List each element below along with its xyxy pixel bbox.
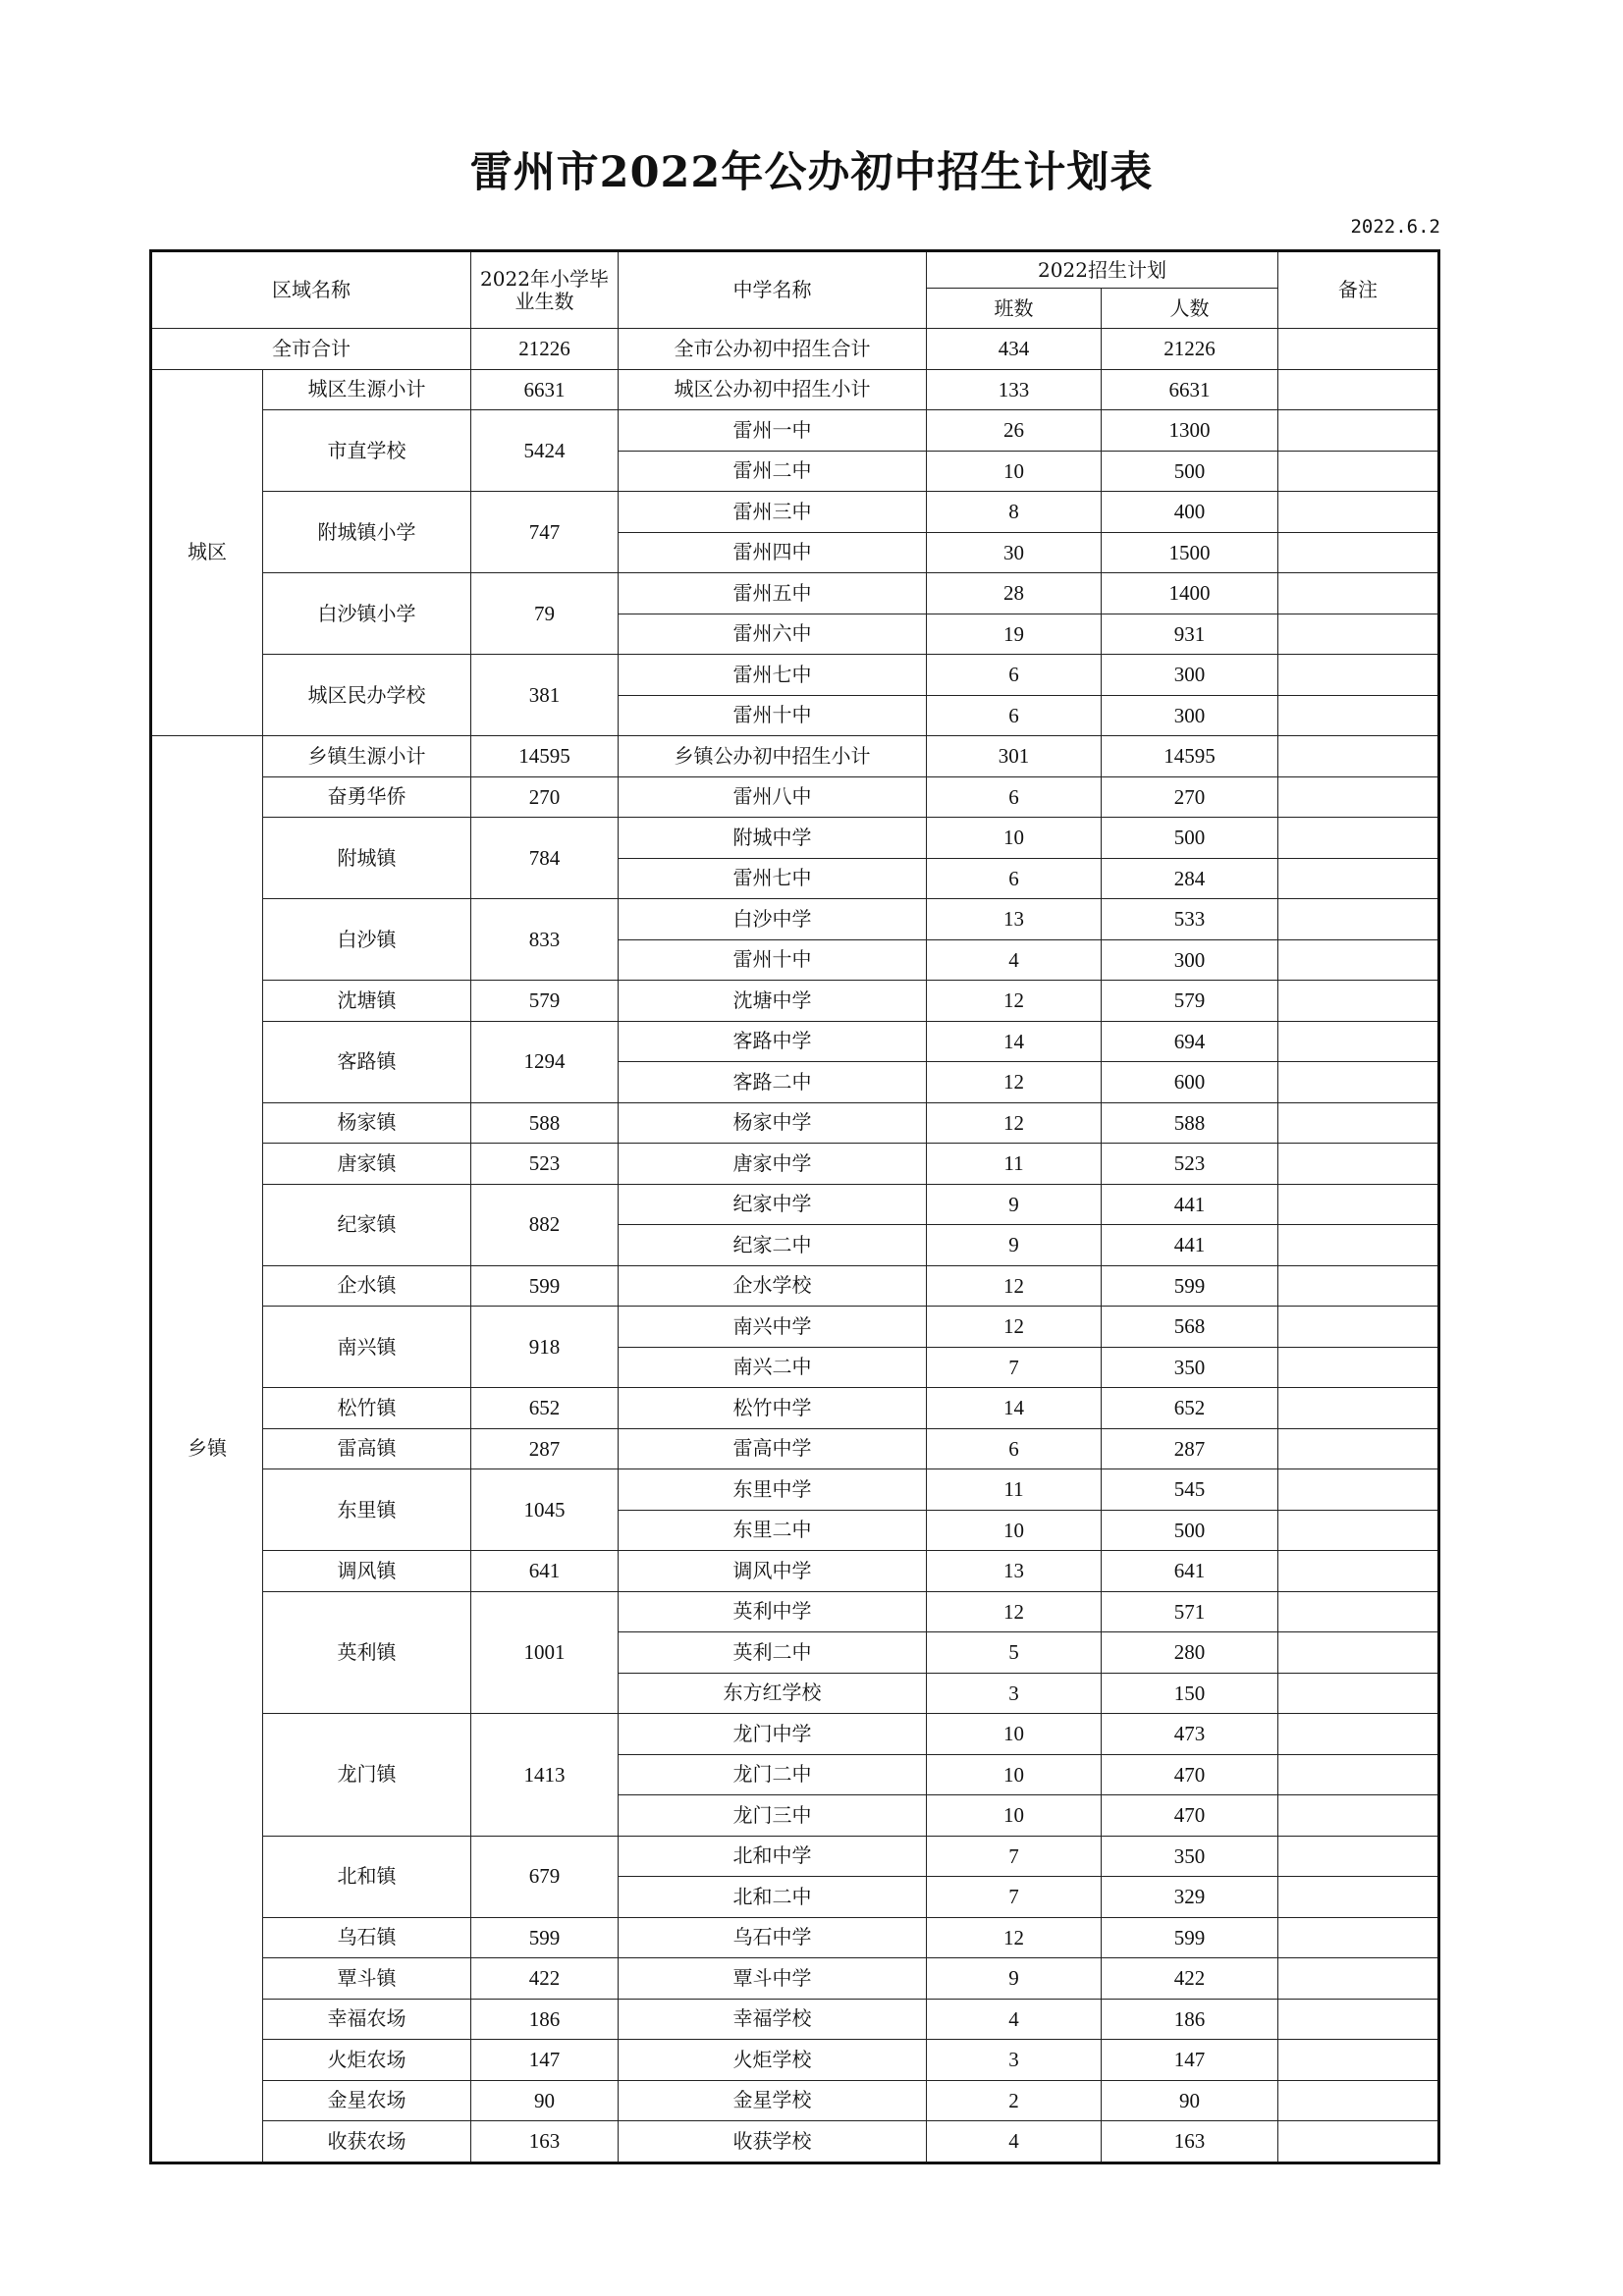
school-name: 雷州四中 bbox=[619, 532, 927, 573]
school-name: 金星学校 bbox=[619, 2080, 927, 2121]
table-row bbox=[151, 1102, 1439, 1144]
class-count: 6 bbox=[927, 1428, 1102, 1469]
note-cell bbox=[1278, 818, 1439, 859]
subtotal-row bbox=[151, 369, 1439, 410]
note-cell bbox=[1278, 1632, 1439, 1674]
school-name: 纪家二中 bbox=[619, 1225, 927, 1266]
graduates-count: 599 bbox=[471, 1917, 619, 1958]
graduates-count: 287 bbox=[471, 1428, 619, 1469]
note-cell bbox=[1278, 573, 1439, 614]
student-count: 568 bbox=[1102, 1307, 1278, 1348]
class-count: 11 bbox=[927, 1144, 1102, 1185]
school-name: 雷州八中 bbox=[619, 776, 927, 818]
table-row bbox=[151, 2040, 1439, 2081]
school-name: 南兴二中 bbox=[619, 1347, 927, 1388]
class-count: 9 bbox=[927, 1184, 1102, 1225]
student-count: 300 bbox=[1102, 695, 1278, 736]
graduates-count: 679 bbox=[471, 1836, 619, 1917]
school-name: 雷高中学 bbox=[619, 1428, 927, 1469]
source-area: 纪家镇 bbox=[263, 1184, 471, 1265]
table-row bbox=[151, 981, 1439, 1022]
class-count: 12 bbox=[927, 1591, 1102, 1632]
student-count: 473 bbox=[1102, 1714, 1278, 1755]
school-name: 调风中学 bbox=[619, 1551, 927, 1592]
note-cell bbox=[1278, 1265, 1439, 1307]
class-count: 12 bbox=[927, 1265, 1102, 1307]
table-row bbox=[151, 1144, 1439, 1185]
table-row bbox=[151, 1265, 1439, 1307]
class-count: 9 bbox=[927, 1958, 1102, 2000]
student-count: 287 bbox=[1102, 1428, 1278, 1469]
student-count: 500 bbox=[1102, 1510, 1278, 1551]
student-count: 931 bbox=[1102, 614, 1278, 655]
header-region: 区域名称 bbox=[151, 251, 471, 329]
student-count: 350 bbox=[1102, 1347, 1278, 1388]
total-classes: 434 bbox=[927, 329, 1102, 370]
class-count: 2 bbox=[927, 2080, 1102, 2121]
note-cell bbox=[1278, 858, 1439, 899]
subtotal-students: 14595 bbox=[1102, 736, 1278, 777]
header-graduates: 2022年小学毕业生数 bbox=[471, 251, 619, 329]
class-count: 3 bbox=[927, 2040, 1102, 2081]
class-count: 10 bbox=[927, 1754, 1102, 1795]
graduates-count: 1001 bbox=[471, 1591, 619, 1714]
source-area: 杨家镇 bbox=[263, 1102, 471, 1144]
note-cell bbox=[1278, 899, 1439, 940]
school-name: 英利中学 bbox=[619, 1591, 927, 1632]
table-row bbox=[151, 1836, 1439, 1877]
student-count: 1400 bbox=[1102, 573, 1278, 614]
header-school: 中学名称 bbox=[619, 251, 927, 329]
school-name: 雷州三中 bbox=[619, 492, 927, 533]
note-cell bbox=[1278, 1347, 1439, 1388]
table-row bbox=[151, 1714, 1439, 1755]
class-count: 4 bbox=[927, 939, 1102, 981]
school-name: 客路二中 bbox=[619, 1062, 927, 1103]
graduates-count: 79 bbox=[471, 573, 619, 655]
class-count: 12 bbox=[927, 1062, 1102, 1103]
source-area: 市直学校 bbox=[263, 410, 471, 492]
table-row bbox=[151, 573, 1439, 614]
note-cell bbox=[1278, 776, 1439, 818]
class-count: 30 bbox=[927, 532, 1102, 573]
school-name: 覃斗中学 bbox=[619, 1958, 927, 2000]
table-row bbox=[151, 899, 1439, 940]
note-cell bbox=[1278, 1877, 1439, 1918]
subtotal-classes: 301 bbox=[927, 736, 1102, 777]
note-cell bbox=[1278, 1021, 1439, 1062]
school-name: 雷州六中 bbox=[619, 614, 927, 655]
subtotal-school: 城区公办初中招生小计 bbox=[619, 369, 927, 410]
table-row bbox=[151, 492, 1439, 533]
class-count: 10 bbox=[927, 1714, 1102, 1755]
student-count: 571 bbox=[1102, 1591, 1278, 1632]
note-cell bbox=[1278, 1673, 1439, 1714]
header-plan: 2022招生计划 bbox=[927, 251, 1278, 289]
note-cell bbox=[1278, 1917, 1439, 1958]
header-row bbox=[151, 251, 1439, 289]
student-count: 329 bbox=[1102, 1877, 1278, 1918]
graduates-count: 599 bbox=[471, 1265, 619, 1307]
school-name: 南兴中学 bbox=[619, 1307, 927, 1348]
graduates-count: 1294 bbox=[471, 1021, 619, 1102]
note-cell bbox=[1278, 1102, 1439, 1144]
graduates-count: 833 bbox=[471, 899, 619, 981]
school-name: 英利二中 bbox=[619, 1632, 927, 1674]
class-count: 14 bbox=[927, 1021, 1102, 1062]
school-name: 雷州七中 bbox=[619, 858, 927, 899]
table-row bbox=[151, 1469, 1439, 1511]
student-count: 284 bbox=[1102, 858, 1278, 899]
class-count: 10 bbox=[927, 451, 1102, 492]
table-row bbox=[151, 1428, 1439, 1469]
school-name: 雷州一中 bbox=[619, 410, 927, 452]
note-cell bbox=[1278, 1144, 1439, 1185]
note-cell bbox=[1278, 451, 1439, 492]
graduates-count: 784 bbox=[471, 818, 619, 899]
student-count: 300 bbox=[1102, 655, 1278, 696]
source-area: 金星农场 bbox=[263, 2080, 471, 2121]
school-name: 东方红学校 bbox=[619, 1673, 927, 1714]
table-row bbox=[151, 1917, 1439, 1958]
graduates-count: 641 bbox=[471, 1551, 619, 1592]
source-area: 雷高镇 bbox=[263, 1428, 471, 1469]
school-name: 纪家中学 bbox=[619, 1184, 927, 1225]
source-area: 城区民办学校 bbox=[263, 655, 471, 736]
note-cell bbox=[1278, 369, 1439, 410]
school-name: 龙门二中 bbox=[619, 1754, 927, 1795]
school-name: 雷州十中 bbox=[619, 939, 927, 981]
note-cell bbox=[1278, 1836, 1439, 1877]
student-count: 523 bbox=[1102, 1144, 1278, 1185]
source-area: 龙门镇 bbox=[263, 1714, 471, 1837]
source-area: 客路镇 bbox=[263, 1021, 471, 1102]
source-area: 英利镇 bbox=[263, 1591, 471, 1714]
student-count: 300 bbox=[1102, 939, 1278, 981]
class-count: 8 bbox=[927, 492, 1102, 533]
note-cell bbox=[1278, 1510, 1439, 1551]
table-row bbox=[151, 1958, 1439, 2000]
school-name: 附城中学 bbox=[619, 818, 927, 859]
class-count: 19 bbox=[927, 614, 1102, 655]
school-name: 幸福学校 bbox=[619, 1999, 927, 2040]
header-students: 人数 bbox=[1102, 289, 1278, 329]
note-cell bbox=[1278, 2040, 1439, 2081]
region-label: 城区 bbox=[151, 369, 263, 736]
note-cell bbox=[1278, 655, 1439, 696]
graduates-count: 186 bbox=[471, 1999, 619, 2040]
graduates-count: 588 bbox=[471, 1102, 619, 1144]
class-count: 13 bbox=[927, 899, 1102, 940]
table-row bbox=[151, 818, 1439, 859]
student-count: 470 bbox=[1102, 1754, 1278, 1795]
source-area: 附城镇 bbox=[263, 818, 471, 899]
graduates-count: 747 bbox=[471, 492, 619, 573]
subtotal-school: 乡镇公办初中招生小计 bbox=[619, 736, 927, 777]
school-name: 客路中学 bbox=[619, 1021, 927, 1062]
student-count: 400 bbox=[1102, 492, 1278, 533]
class-count: 6 bbox=[927, 858, 1102, 899]
student-count: 652 bbox=[1102, 1388, 1278, 1429]
student-count: 163 bbox=[1102, 2121, 1278, 2163]
note-cell bbox=[1278, 532, 1439, 573]
source-area: 南兴镇 bbox=[263, 1307, 471, 1388]
source-area: 调风镇 bbox=[263, 1551, 471, 1592]
class-count: 14 bbox=[927, 1388, 1102, 1429]
document-date: 2022.6.2 bbox=[1350, 216, 1440, 238]
table-row bbox=[151, 1591, 1439, 1632]
graduates-count: 381 bbox=[471, 655, 619, 736]
student-count: 270 bbox=[1102, 776, 1278, 818]
student-count: 350 bbox=[1102, 1836, 1278, 1877]
class-count: 6 bbox=[927, 695, 1102, 736]
note-cell bbox=[1278, 1184, 1439, 1225]
source-area: 北和镇 bbox=[263, 1836, 471, 1917]
class-count: 5 bbox=[927, 1632, 1102, 1674]
student-count: 280 bbox=[1102, 1632, 1278, 1674]
class-count: 28 bbox=[927, 573, 1102, 614]
class-count: 10 bbox=[927, 1795, 1102, 1837]
student-count: 579 bbox=[1102, 981, 1278, 1022]
class-count: 10 bbox=[927, 818, 1102, 859]
school-name: 龙门三中 bbox=[619, 1795, 927, 1837]
note-cell bbox=[1278, 981, 1439, 1022]
graduates-count: 882 bbox=[471, 1184, 619, 1265]
region-label: 乡镇 bbox=[151, 736, 263, 2163]
note-cell bbox=[1278, 2121, 1439, 2163]
student-count: 150 bbox=[1102, 1673, 1278, 1714]
subtotal-graduates: 6631 bbox=[471, 369, 619, 410]
graduates-count: 918 bbox=[471, 1307, 619, 1388]
class-count: 6 bbox=[927, 655, 1102, 696]
note-cell bbox=[1278, 614, 1439, 655]
student-count: 588 bbox=[1102, 1102, 1278, 1144]
total-row bbox=[151, 329, 1439, 370]
source-area: 白沙镇小学 bbox=[263, 573, 471, 655]
student-count: 1300 bbox=[1102, 410, 1278, 452]
note-cell bbox=[1278, 1428, 1439, 1469]
student-count: 600 bbox=[1102, 1062, 1278, 1103]
note-cell bbox=[1278, 1062, 1439, 1103]
class-count: 4 bbox=[927, 1999, 1102, 2040]
student-count: 147 bbox=[1102, 2040, 1278, 2081]
header-note: 备注 bbox=[1278, 251, 1439, 329]
table-row bbox=[151, 410, 1439, 452]
note-cell bbox=[1278, 1591, 1439, 1632]
class-count: 11 bbox=[927, 1469, 1102, 1511]
source-area: 东里镇 bbox=[263, 1469, 471, 1551]
note-cell bbox=[1278, 736, 1439, 777]
total-school: 全市公办初中招生合计 bbox=[619, 329, 927, 370]
subtotal-students: 6631 bbox=[1102, 369, 1278, 410]
class-count: 26 bbox=[927, 410, 1102, 452]
school-name: 乌石中学 bbox=[619, 1917, 927, 1958]
student-count: 641 bbox=[1102, 1551, 1278, 1592]
school-name: 北和中学 bbox=[619, 1836, 927, 1877]
class-count: 4 bbox=[927, 2121, 1102, 2163]
source-area: 乌石镇 bbox=[263, 1917, 471, 1958]
student-count: 470 bbox=[1102, 1795, 1278, 1837]
school-name: 雷州十中 bbox=[619, 695, 927, 736]
student-count: 599 bbox=[1102, 1917, 1278, 1958]
note-cell bbox=[1278, 2080, 1439, 2121]
source-area: 松竹镇 bbox=[263, 1388, 471, 1429]
note-cell bbox=[1278, 1225, 1439, 1266]
note-cell bbox=[1278, 695, 1439, 736]
note-cell bbox=[1278, 1958, 1439, 2000]
note-cell bbox=[1278, 1551, 1439, 1592]
note-cell bbox=[1278, 1714, 1439, 1755]
student-count: 441 bbox=[1102, 1225, 1278, 1266]
school-name: 雷州二中 bbox=[619, 451, 927, 492]
source-area: 幸福农场 bbox=[263, 1999, 471, 2040]
note-cell bbox=[1278, 492, 1439, 533]
graduates-count: 422 bbox=[471, 1958, 619, 2000]
header-classes: 班数 bbox=[927, 289, 1102, 329]
subtotal-label: 乡镇生源小计 bbox=[263, 736, 471, 777]
graduates-count: 147 bbox=[471, 2040, 619, 2081]
class-count: 13 bbox=[927, 1551, 1102, 1592]
school-name: 唐家中学 bbox=[619, 1144, 927, 1185]
class-count: 12 bbox=[927, 1102, 1102, 1144]
page-title: 雷州市2022年公办初中招生计划表 bbox=[469, 148, 1154, 197]
class-count: 7 bbox=[927, 1877, 1102, 1918]
source-area: 企水镇 bbox=[263, 1265, 471, 1307]
table-row bbox=[151, 655, 1439, 696]
table-row bbox=[151, 1307, 1439, 1348]
school-name: 松竹中学 bbox=[619, 1388, 927, 1429]
student-count: 533 bbox=[1102, 899, 1278, 940]
school-name: 沈塘中学 bbox=[619, 981, 927, 1022]
school-name: 雷州七中 bbox=[619, 655, 927, 696]
student-count: 441 bbox=[1102, 1184, 1278, 1225]
school-name: 龙门中学 bbox=[619, 1714, 927, 1755]
source-area: 沈塘镇 bbox=[263, 981, 471, 1022]
school-name: 雷州五中 bbox=[619, 573, 927, 614]
class-count: 6 bbox=[927, 776, 1102, 818]
student-count: 1500 bbox=[1102, 532, 1278, 573]
class-count: 12 bbox=[927, 1917, 1102, 1958]
class-count: 12 bbox=[927, 981, 1102, 1022]
graduates-count: 163 bbox=[471, 2121, 619, 2163]
student-count: 186 bbox=[1102, 1999, 1278, 2040]
school-name: 东里中学 bbox=[619, 1469, 927, 1511]
student-count: 422 bbox=[1102, 1958, 1278, 2000]
graduates-count: 90 bbox=[471, 2080, 619, 2121]
source-area: 唐家镇 bbox=[263, 1144, 471, 1185]
source-area: 附城镇小学 bbox=[263, 492, 471, 573]
source-area: 白沙镇 bbox=[263, 899, 471, 981]
total-label: 全市合计 bbox=[151, 329, 471, 370]
enrollment-plan-table bbox=[149, 249, 1440, 2164]
graduates-count: 1413 bbox=[471, 1714, 619, 1837]
graduates-count: 579 bbox=[471, 981, 619, 1022]
class-count: 12 bbox=[927, 1307, 1102, 1348]
source-area: 奋勇华侨 bbox=[263, 776, 471, 818]
graduates-count: 5424 bbox=[471, 410, 619, 492]
graduates-count: 270 bbox=[471, 776, 619, 818]
source-area: 覃斗镇 bbox=[263, 1958, 471, 2000]
school-name: 火炬学校 bbox=[619, 2040, 927, 2081]
subtotal-label: 城区生源小计 bbox=[263, 369, 471, 410]
student-count: 500 bbox=[1102, 818, 1278, 859]
class-count: 7 bbox=[927, 1836, 1102, 1877]
total-students: 21226 bbox=[1102, 329, 1278, 370]
subtotal-classes: 133 bbox=[927, 369, 1102, 410]
subtotal-row bbox=[151, 736, 1439, 777]
class-count: 10 bbox=[927, 1510, 1102, 1551]
total-note bbox=[1278, 329, 1439, 370]
school-name: 收获学校 bbox=[619, 2121, 927, 2163]
note-cell bbox=[1278, 1795, 1439, 1837]
note-cell bbox=[1278, 1999, 1439, 2040]
table-row bbox=[151, 1184, 1439, 1225]
school-name: 东里二中 bbox=[619, 1510, 927, 1551]
class-count: 9 bbox=[927, 1225, 1102, 1266]
graduates-count: 652 bbox=[471, 1388, 619, 1429]
source-area: 收获农场 bbox=[263, 2121, 471, 2163]
note-cell bbox=[1278, 1754, 1439, 1795]
class-count: 3 bbox=[927, 1673, 1102, 1714]
table-row bbox=[151, 2080, 1439, 2121]
table-row bbox=[151, 1021, 1439, 1062]
student-count: 545 bbox=[1102, 1469, 1278, 1511]
school-name: 白沙中学 bbox=[619, 899, 927, 940]
note-cell bbox=[1278, 410, 1439, 452]
student-count: 599 bbox=[1102, 1265, 1278, 1307]
student-count: 694 bbox=[1102, 1021, 1278, 1062]
class-count: 7 bbox=[927, 1347, 1102, 1388]
table-row bbox=[151, 1388, 1439, 1429]
note-cell bbox=[1278, 1388, 1439, 1429]
note-cell bbox=[1278, 1307, 1439, 1348]
school-name: 北和二中 bbox=[619, 1877, 927, 1918]
student-count: 90 bbox=[1102, 2080, 1278, 2121]
school-name: 杨家中学 bbox=[619, 1102, 927, 1144]
note-cell bbox=[1278, 1469, 1439, 1511]
subtotal-graduates: 14595 bbox=[471, 736, 619, 777]
student-count: 500 bbox=[1102, 451, 1278, 492]
table-row bbox=[151, 1551, 1439, 1592]
graduates-count: 1045 bbox=[471, 1469, 619, 1551]
table-row bbox=[151, 1999, 1439, 2040]
table-row bbox=[151, 2121, 1439, 2163]
total-graduates: 21226 bbox=[471, 329, 619, 370]
note-cell bbox=[1278, 939, 1439, 981]
table-row bbox=[151, 776, 1439, 818]
source-area: 火炬农场 bbox=[263, 2040, 471, 2081]
school-name: 企水学校 bbox=[619, 1265, 927, 1307]
graduates-count: 523 bbox=[471, 1144, 619, 1185]
